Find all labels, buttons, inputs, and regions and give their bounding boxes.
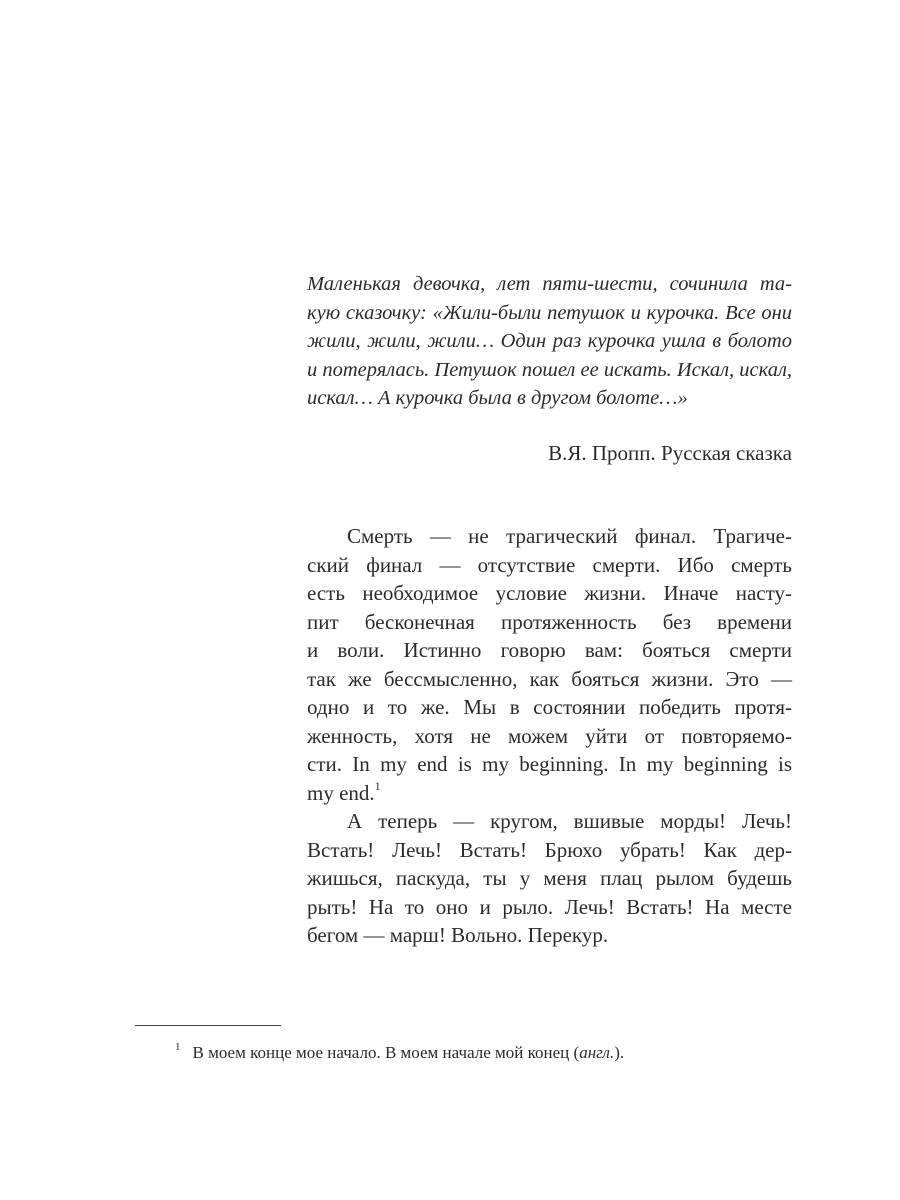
body-line: так же бессмысленно, как бояться жизни. Это — xyxy=(307,666,792,691)
body-line: А теперь — кругом, вшивые морды! Лечь! xyxy=(347,809,792,833)
epigraph-line: и потерялась. Петушок пошел ее искать. Искал, искал, xyxy=(307,358,793,381)
body-line: бегом — марш! Вольно. Перекур. xyxy=(307,923,609,947)
body-line: жишься, паскуда, ты у меня плац рылом будешь xyxy=(307,866,792,890)
footnote-reference[interactable]: 1 xyxy=(374,778,381,793)
body-line: Смерть — не трагический финал. Трагиче- xyxy=(347,524,792,548)
footnote-number: 1 xyxy=(175,1041,181,1053)
epigraph xyxy=(307,270,792,413)
body-line-with-footnote xyxy=(307,779,792,808)
epigraph-line: Маленькая девочка, лет пяти-шести, сочинила та- xyxy=(307,273,792,295)
body-line: ский финал — отсутствие смерти. Ибо смерть xyxy=(307,552,792,577)
epigraph-line: жили, жили, жили… Один раз курочка ушла в болото xyxy=(307,330,792,352)
body-line: my end. xyxy=(307,780,375,805)
body-line: одно и то же. Мы в состоянии победить протя- xyxy=(307,695,792,719)
footnote-text: В моем конце мое начало. В моем начале мой конец ( xyxy=(192,1043,580,1062)
body-line: пит бесконечная протяженность без времени xyxy=(307,609,792,634)
body-line: Встать! Лечь! Встать! Брюхо убрать! Как дер- xyxy=(307,837,792,862)
body-line: есть необходимое условие жизни. Иначе насту- xyxy=(307,581,792,605)
footnote-divider xyxy=(135,1025,281,1026)
body-line: и воли. Истинно говорю вам: бояться смерти xyxy=(307,638,792,662)
body-text xyxy=(307,522,792,950)
body-line: женность, хотя не можем уйти от повторяемо- xyxy=(307,723,792,748)
body-line: сти. In my end is my beginning. In my beginning is xyxy=(307,752,792,776)
epigraph-line: кую сказочку: «Жили-были петушок и курочка. Все они xyxy=(307,301,792,324)
epigraph-line: искал… А курочка была в другом болоте…» xyxy=(307,387,688,409)
footnote-close: ). xyxy=(614,1043,625,1062)
footnote xyxy=(175,1035,624,1065)
body-line: рыть! На то оно и рыло. Лечь! Встать! На месте xyxy=(307,894,792,919)
epigraph-source: В.Я. Пропп. Русская сказка xyxy=(548,441,792,465)
footnote-language: англ. xyxy=(579,1043,615,1062)
